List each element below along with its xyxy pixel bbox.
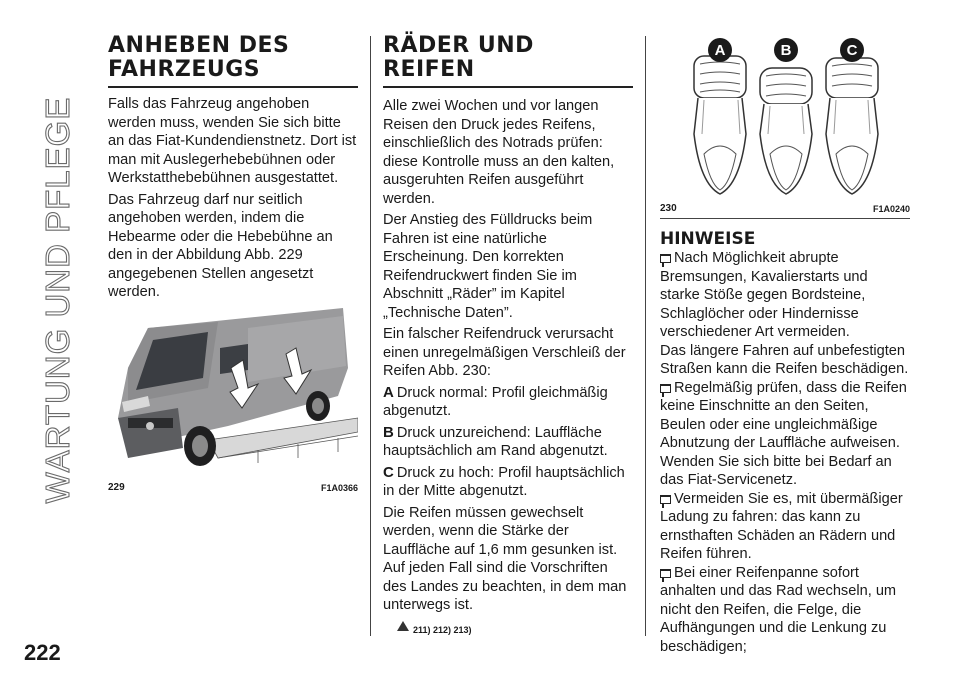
tyre-item-text: Druck unzureichend: Lauffläche hauptsächlich am Rand abgenutzt. <box>383 424 608 459</box>
heading-lifting-line1: ANHEBEN DES <box>108 33 290 58</box>
van-lifting-illustration <box>108 308 358 478</box>
tyre-item-a <box>383 384 633 421</box>
tyre-item-letter: A <box>383 383 394 401</box>
chapter-side-label <box>28 20 88 580</box>
hint-note-4 <box>660 490 910 564</box>
page-number: 222 <box>24 640 61 665</box>
figure-230-code: F1A0240 <box>872 204 910 214</box>
hint-note-1 <box>660 249 910 342</box>
heading-wheels-tyres: RÄDER UND REIFEN <box>383 33 534 82</box>
tyre-item-c <box>383 464 633 501</box>
heading-rule <box>383 86 633 88</box>
tyres-paragraph-2: Der Anstieg des Fülldrucks beim Fahren ist eine natürliche Erscheinung. Den korrekten Reifendruckwert finden Sie im Abschnitt „Räder” im Kapitel „Technische Daten”. <box>383 212 593 321</box>
figure-230-number: 230 <box>660 203 677 214</box>
heading-lifting <box>108 34 358 82</box>
warning-refs-text: 211) 212) 213) <box>413 624 472 635</box>
tyre-item-b <box>383 424 633 461</box>
figure-229-number: 229 <box>108 481 125 493</box>
tyres-paragraph-4: Die Reifen müssen gewechselt werden, wenn die Stärke der Lauffläche auf 1,6 mm gesunken ist. Auf jeden Fall sind die Vorschriften des Landes zu beachten, in dem man unterwegs ist. <box>383 504 627 613</box>
column-wheels-tyres <box>383 34 633 635</box>
warning-triangle-icon <box>397 621 409 631</box>
note-text: Bei einer Reifenpanne sofort anhalten und das Rad wechseln, um nicht den Reifen, die Felge, die Aufhängungen und die Lenkung zu beschädigen; <box>660 564 897 655</box>
lifting-paragraph-1: Falls das Fahrzeug angehoben werden muss, wenden Sie sich bitte an das Fiat-Kundendienstnetz. Dort ist man mit Auslegerhebebühnen oder Werkstatthebebühnen ausgestattet. <box>108 96 357 186</box>
tyre-a-shape <box>694 56 746 194</box>
tyres-paragraph-3: Ein falscher Reifendruck verursacht einen unregelmäßigen Verschleiß der Reifen Abb. 230: <box>383 326 626 379</box>
label-c: C <box>846 42 858 59</box>
hint-note-2: Das längere Fahren auf unbefestigten Straßen kann die Reifen beschädigen. <box>660 342 909 377</box>
note-text: Regelmäßig prüfen, dass die Reifen keine Einschnitte an den Seiten, Beulen oder eine ungleichmäßige Abnutzung der Lauffläche aufweisen. Wenden Sie sich bitte bei Bedarf an das Fiat-Servicenetz. <box>660 379 907 488</box>
label-a: A <box>714 42 726 59</box>
note-bullet-icon <box>660 495 671 504</box>
figure-229-code: F1A0366 <box>320 482 358 493</box>
note-text: Nach Möglichkeit abrupte Bremsungen, Kavalierstarts und starke Stöße gegen Bordsteine, Schlaglöcher oder Hindernisse verschiedener Art vermeiden. <box>660 250 868 340</box>
tyre-wear-illustration <box>660 34 910 202</box>
column-lifting <box>108 34 358 493</box>
hint-note-3 <box>660 379 910 490</box>
note-bullet-icon <box>660 384 671 393</box>
label-b: B <box>780 42 792 59</box>
column-divider-2 <box>645 36 646 636</box>
heading-lifting-line2: FAHRZEUGS <box>108 57 261 82</box>
figure-230 <box>660 34 910 214</box>
chapter-title: WARTUNG UND PFLEGE <box>39 96 76 504</box>
tyre-item-letter: B <box>383 423 394 441</box>
tyre-b-shape <box>760 68 812 194</box>
note-bullet-icon <box>660 569 671 578</box>
figure-divider <box>660 218 910 219</box>
lifting-paragraph-2: Das Fahrzeug darf nur seitlich angehoben werden, indem die Hebearme oder die Hebebühne an den in der Abbildung Abb. 229 angegebenen Stellen angesetzt werden. <box>108 191 333 300</box>
figure-229 <box>108 308 358 493</box>
heading-hints: HINWEISE <box>660 229 756 249</box>
tyre-c-shape <box>826 58 878 194</box>
tyre-item-text: Druck zu hoch: Profil hauptsächlich in der Mitte abgenutzt. <box>383 464 625 499</box>
column-hints <box>660 34 910 656</box>
hint-note-5 <box>660 564 910 657</box>
note-bullet-icon <box>660 254 671 263</box>
warning-references <box>397 621 633 635</box>
tyres-paragraph-1: Alle zwei Wochen und vor langen Reisen den Druck jedes Reifens, einschließlich des Notrads prüfen: diese Kontrolle muss an den kalten, ausgeruhten Reifen ausgeführt werden. <box>383 98 615 207</box>
tyre-item-text: Druck normal: Profil gleichmäßig abgenutzt. <box>383 384 608 419</box>
heading-rule <box>108 86 358 88</box>
note-text: Vermeiden Sie es, mit übermäßiger Ladung zu fahren: das kann zu ernsthaften Schäden an Rädern und Reifen führen. <box>660 490 903 562</box>
tyre-item-letter: C <box>383 463 394 481</box>
column-divider-1 <box>370 36 371 636</box>
